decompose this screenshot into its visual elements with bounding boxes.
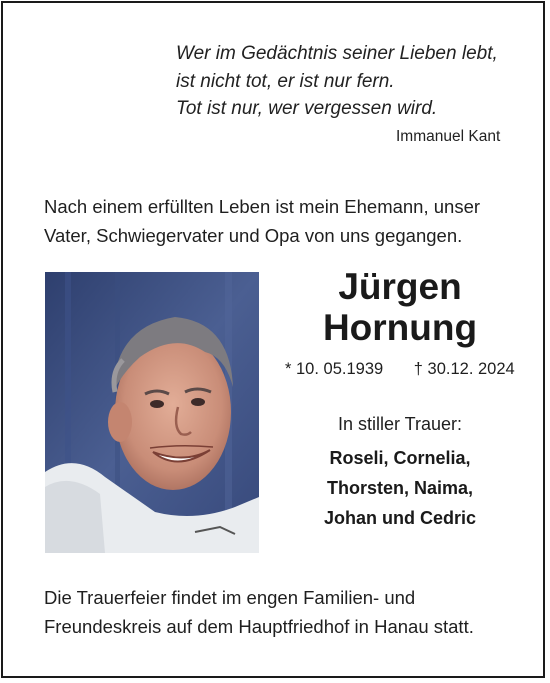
intro-line: Vater, Schwiegervater und Opa von uns gegangen. xyxy=(44,224,463,246)
funeral-line: Die Trauerfeier findet im engen Familien- und xyxy=(44,587,416,608)
intro-line: Nach einem erfüllten Leben ist mein Ehemann, unser xyxy=(44,196,481,217)
life-dates xyxy=(285,360,515,379)
intro-text xyxy=(44,193,524,250)
quote-line: ist nicht tot, er ist nur fern. xyxy=(176,70,395,92)
funeral-info xyxy=(44,584,524,641)
mourners-line: Johan und Cedric xyxy=(323,508,476,528)
deceased-name xyxy=(300,266,500,348)
last-name: Hornung xyxy=(322,307,478,348)
mourners-line: Roseli, Cornelia, xyxy=(329,448,471,468)
birth-date: * 10. 05.1939 xyxy=(285,360,384,378)
death-date: † 30.12. 2024 xyxy=(413,360,515,378)
funeral-line: Freundeskreis auf dem Hauptfriedhof in Hanau statt. xyxy=(44,615,474,637)
quote-line: Tot ist nur, wer vergessen wird. xyxy=(176,98,438,119)
mourners-line: Thorsten, Naima, xyxy=(326,478,474,498)
first-name: Jürgen xyxy=(338,266,462,307)
mourning-heading: In stiller Trauer: xyxy=(337,414,463,434)
quote-line: Wer im Gedächtnis seiner Lieben lebt, xyxy=(176,43,498,64)
memorial-quote xyxy=(176,40,526,123)
portrait-photo xyxy=(45,272,259,553)
mourners-list xyxy=(290,443,510,533)
quote-author: Immanuel Kant xyxy=(396,128,501,145)
